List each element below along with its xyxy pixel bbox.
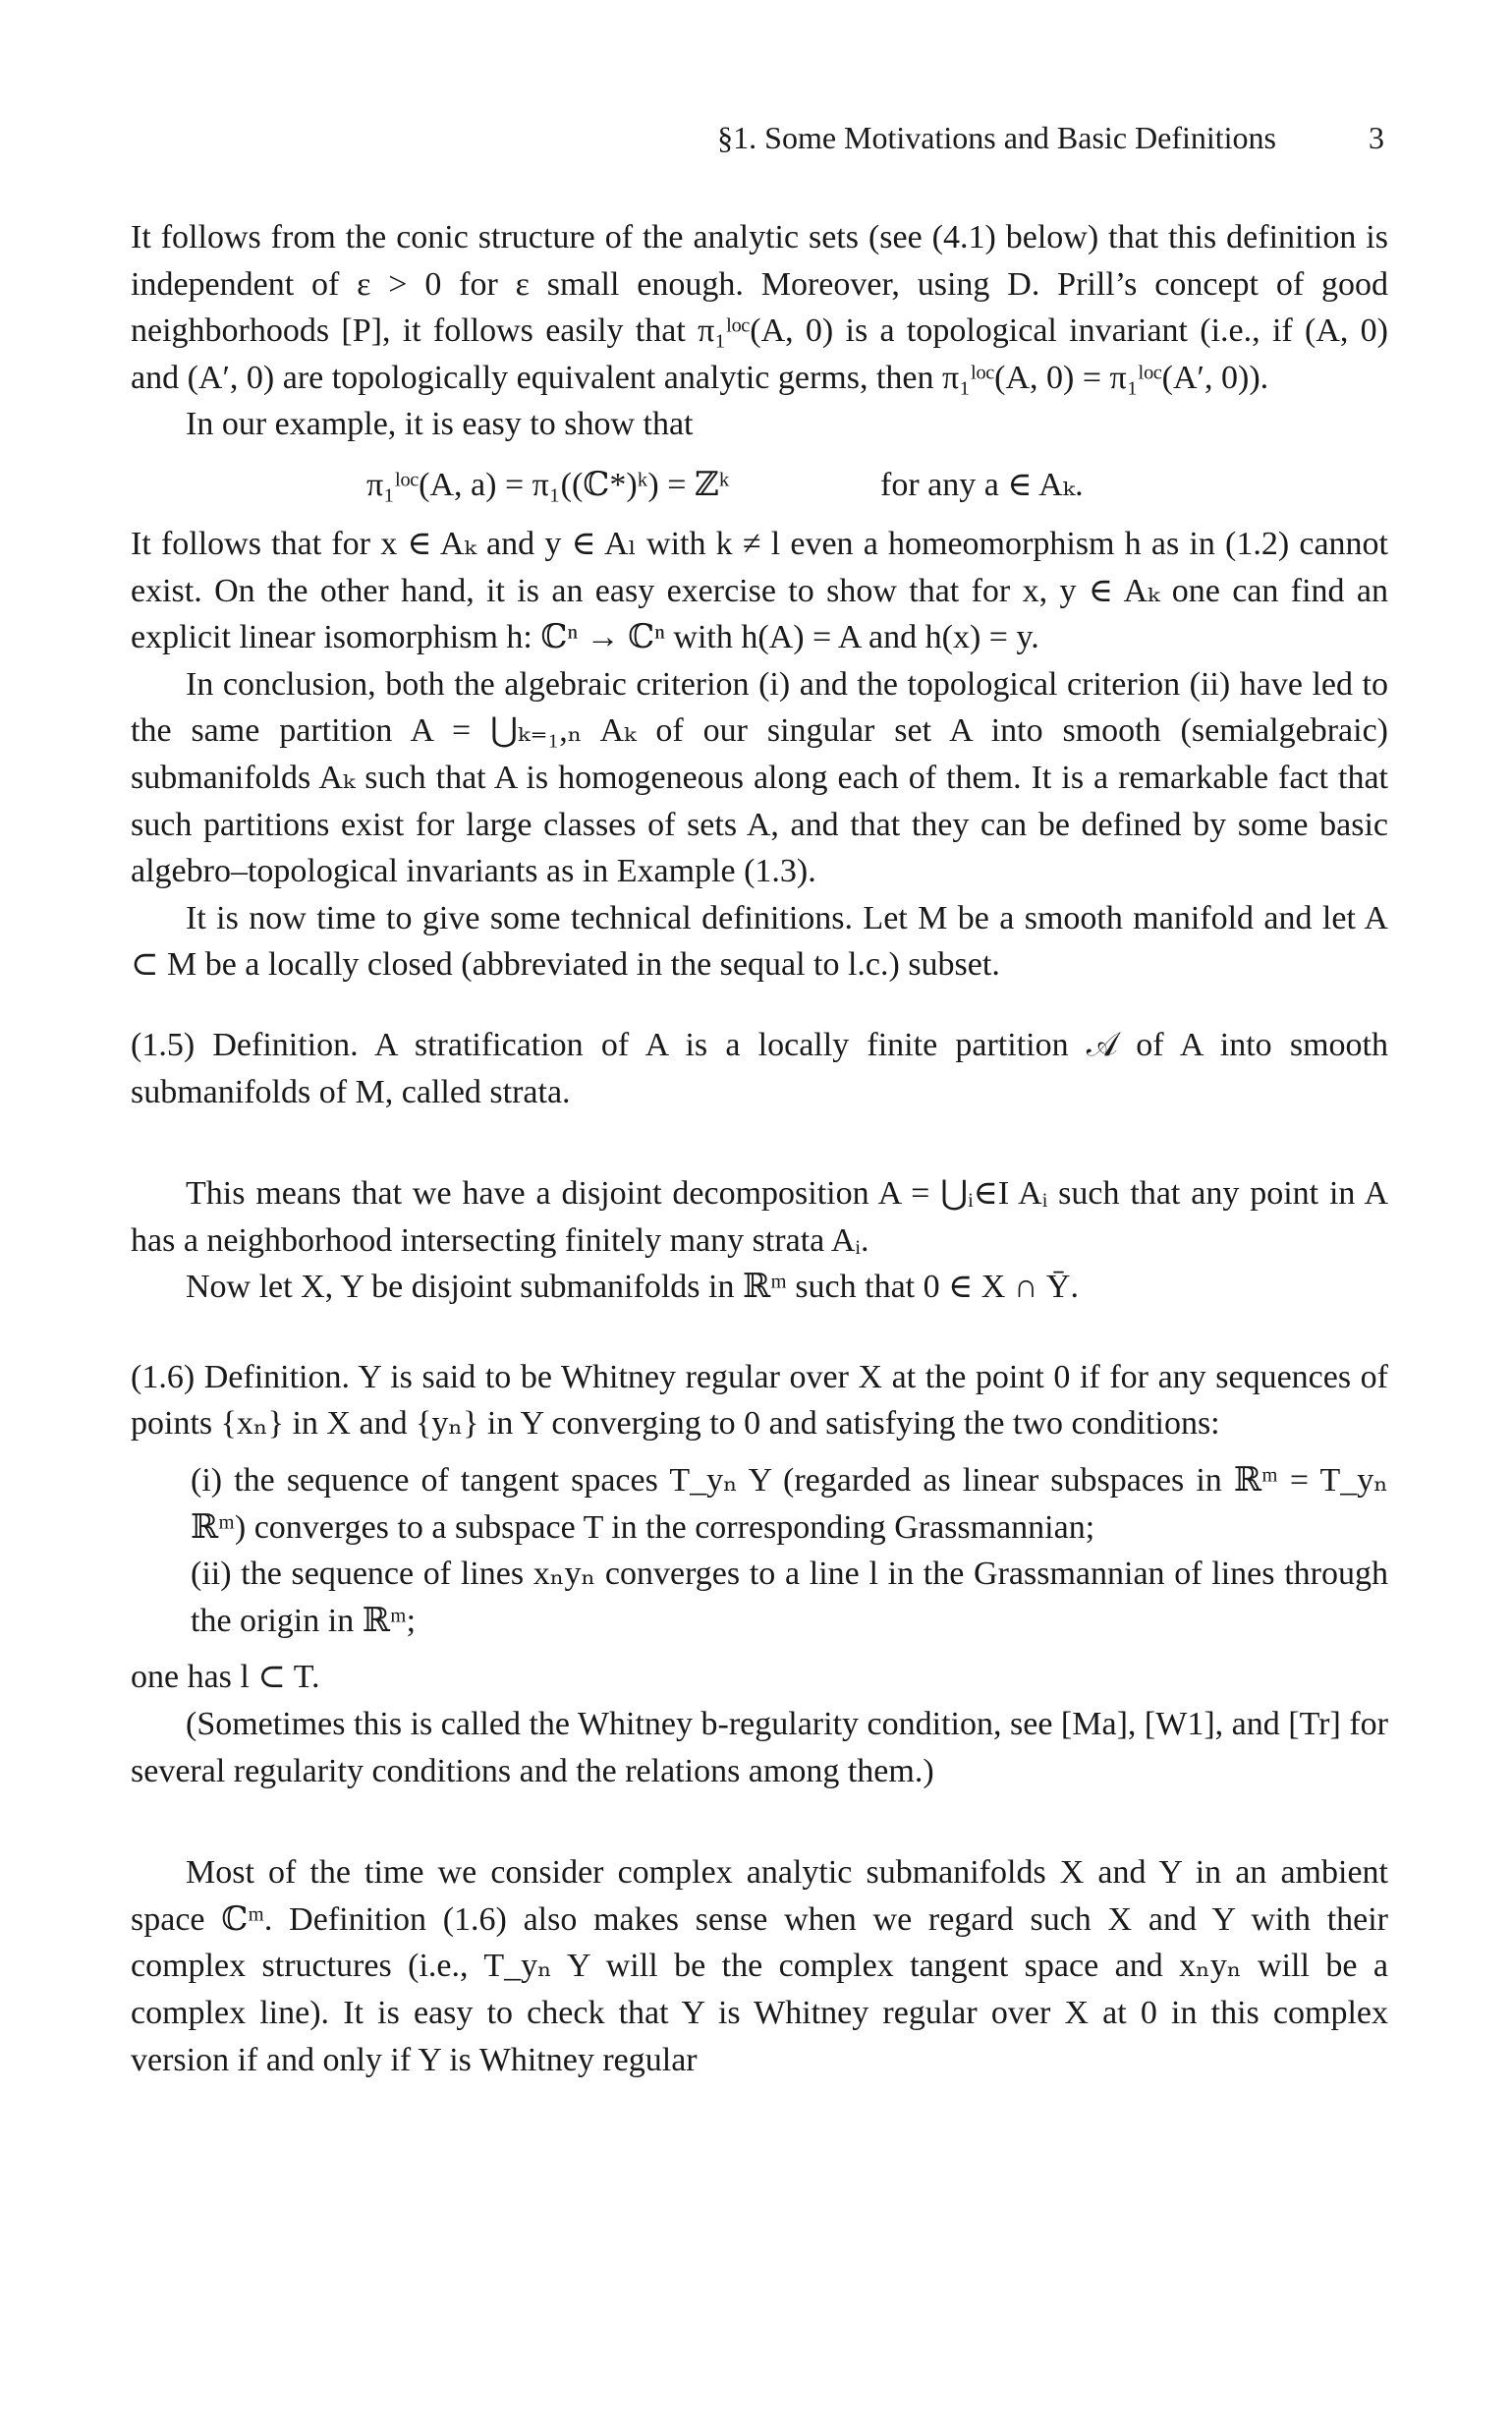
display-equation [131, 462, 1388, 511]
paragraph-technical-definitions: It is now time to give some technical definitions. Let M be a smooth manifold and let A ⊂ M be a locally closed (abbreviated in the sequal to l.c.) subset. [131, 899, 1388, 984]
paragraph-example-intro: In our example, it is easy to show that [186, 406, 694, 443]
paragraph-disjoint-submanifolds: Now let X, Y be disjoint submanifolds in ℝᵐ such that 0 ∈ X ∩ Ȳ. [186, 1269, 1079, 1306]
paragraph-complex-version: Most of the time we consider complex analytic submanifolds X and Y in an ambient space ℂᵐ. Definition (1.6) also makes sense when we regard such X and Y with their complex structures (i.e., T_yₙ Y will be the complex tangent space and xₙyₙ will be a complex line). It is easy to check that Y is Whitney regular over X at 0 in this complex version if and only if Y is Whitney regular [131, 1854, 1388, 2078]
definition-whitney-regular: (1.6) Definition. Y is said to be Whitney regular over X at the point 0 if for any sequences of points {xₙ} in X and {yₙ} in Y converging to 0 and satisfying the two conditions: [131, 1358, 1388, 1443]
page-number: 3 [1369, 120, 1384, 155]
condition-list [131, 1457, 1388, 1644]
running-title: §1. Some Motivations and Basic Definitions [717, 120, 1276, 155]
running-header [128, 120, 1384, 159]
definition-stratification: (1.5) Definition. A stratification of A is a locally finite partition 𝒜 of A into smooth submanifolds of M, called strata. [131, 1026, 1388, 1110]
paragraph-conic-structure: It follows from the conic structure of the analytic sets (see (4.1) below) that this definition is independent of ε > 0 for ε small enough. Moreover, using D. Prill’s concept of good neighborhoods [P], it follows easily that π₁ˡᵒᶜ(A, 0) is a topological invariant (i.e., if (A, 0) and (A′, 0) are topologically equivalent analytic germs, then π₁ˡᵒᶜ(A, 0) = π₁ˡᵒᶜ(A′, 0)). [131, 219, 1388, 396]
condition-lines: (ii) the sequence of lines xₙyₙ converges to a line l in the Grassmannian of lines through the origin in ℝᵐ; [191, 1556, 1388, 1639]
paragraph-conclusion: In conclusion, both the algebraic criterion (i) and the topological criterion (ii) have led to the same partition A = ⋃ₖ₌₁,ₙ Aₖ of our singular set A into smooth (semialgebraic) submanifolds Aₖ such that A is homogeneous along each of them. It is a remarkable fact that such partitions exist for large classes of sets A, and that they can be defined by some basic algebro–topological invariants as in Example (1.3). [131, 665, 1388, 890]
condition-tangent-spaces: (i) the sequence of tangent spaces T_yₙ Y (regarded as linear subspaces in ℝᵐ = T_yₙ ℝᵐ) converges to a subspace T in the corresponding Grassmannian; [191, 1462, 1388, 1546]
equation-condition: for any a ∈ Aₖ. [880, 466, 1084, 503]
page-body [131, 214, 1388, 2083]
paragraph-decomposition: This means that we have a disjoint decomposition A = ⋃ᵢ∈I Aᵢ such that any point in A has a neighborhood intersecting finitely many strata Aᵢ. [131, 1175, 1388, 1259]
paragraph-homeomorphism: It follows that for x ∈ Aₖ and y ∈ Aₗ with k ≠ l even a homeomorphism h as in (1.2) cannot exist. On the other hand, it is an easy exercise to show that for x, y ∈ Aₖ one can find an explicit linear isomorphism h: ℂⁿ → ℂⁿ with h(A) = A and h(x) = y. [131, 525, 1388, 656]
equation-fundamental-group: π₁ˡᵒᶜ(A, a) = π₁((ℂ*)ᵏ) = ℤᵏ [366, 466, 730, 503]
paragraph-b-regularity-note: (Sometimes this is called the Whitney b-regularity condition, see [Ma], [W1], and [Tr] for several regularity conditions and the relations among them.) [131, 1706, 1388, 1789]
paragraph-conclusion-inclusion: one has l ⊂ T. [131, 1659, 320, 1696]
